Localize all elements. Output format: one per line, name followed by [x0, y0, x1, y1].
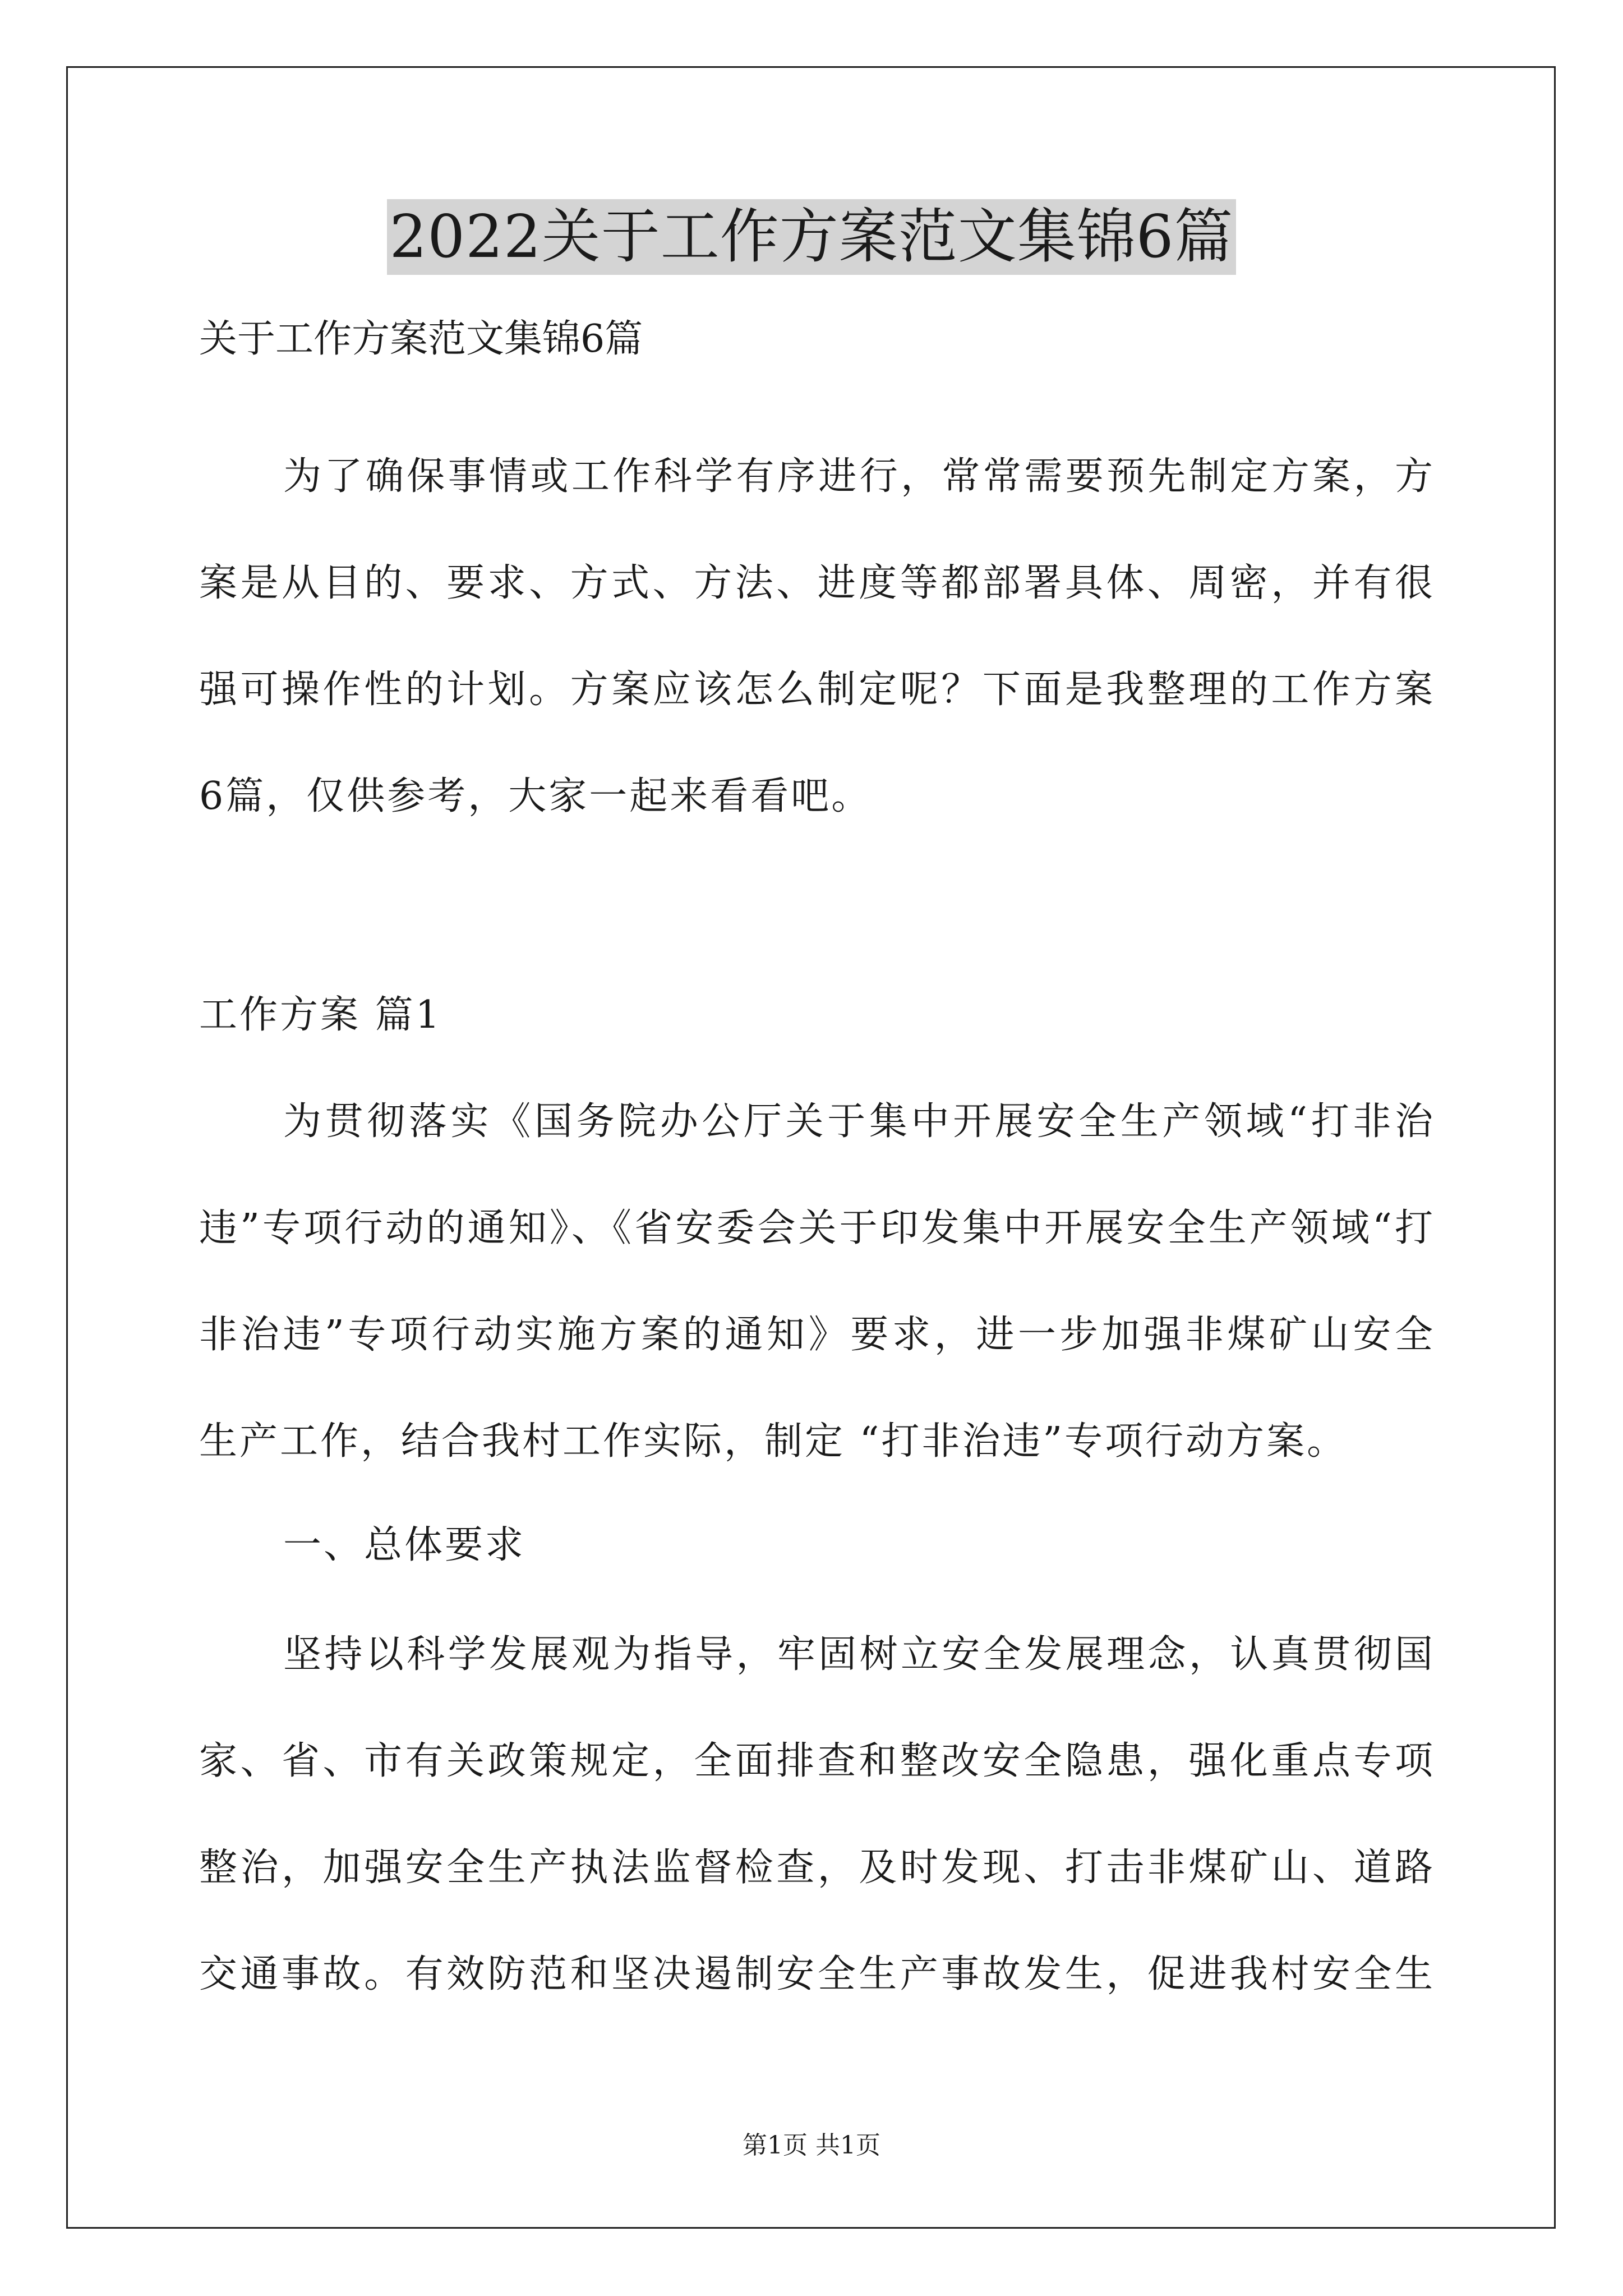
intro-line-2: 案是从目的、要求、方式、方法、进度等都部署具体、周密，并有很 [199, 561, 1433, 605]
section-para1-line-1: 为贯彻落实《国务院办公厅关于集中开展安全生产领域“打非治 [283, 1099, 1433, 1144]
intro-line-1: 为了确保事情或工作科学有序进行，常常需要预先制定方案，方 [283, 454, 1433, 499]
section-para2-line-3: 整治，加强安全生产执法监督检查，及时发现、打击非煤矿山、道路 [199, 1846, 1433, 1890]
intro-line-3: 强可操作性的计划。方案应该怎么制定呢？下面是我整理的工作方案 [199, 668, 1433, 712]
subheading: 一、总体要求 [283, 1523, 526, 1567]
section-para1-line-2: 违”专项行动的通知》、《省安委会关于印发集中开展安全生产领域“打 [199, 1206, 1433, 1250]
section-para2-line-2: 家、省、市有关政策规定，全面排查和整改安全隐患，强化重点专项 [199, 1739, 1433, 1783]
section-para2-line-1: 坚持以科学发展观为指导，牢固树立安全发展理念，认真贯彻国 [283, 1632, 1433, 1677]
title-container [0, 199, 1623, 275]
page-footer: 第1页 共1页 [743, 2131, 880, 2160]
section-para1-line-3: 非治违”专项行动实施方案的通知》要求，进一步加强非煤矿山安全 [199, 1313, 1433, 1357]
document-subtitle: 关于工作方案范文集锦6篇 [199, 317, 643, 361]
section-heading: 工作方案 篇1 [199, 993, 442, 1037]
section-para2-line-4: 交通事故。有效防范和坚决遏制安全生产事故发生，促进我村安全生 [199, 1952, 1433, 1996]
document-title: 2022关于工作方案范文集锦6篇 [387, 199, 1235, 275]
intro-line-4: 6篇，仅供参考，大家一起来看看吧。 [199, 774, 872, 818]
section-para1-line-4: 生产工作，结合我村工作实际，制定 “打非治违”专项行动方案。 [199, 1419, 1348, 1464]
